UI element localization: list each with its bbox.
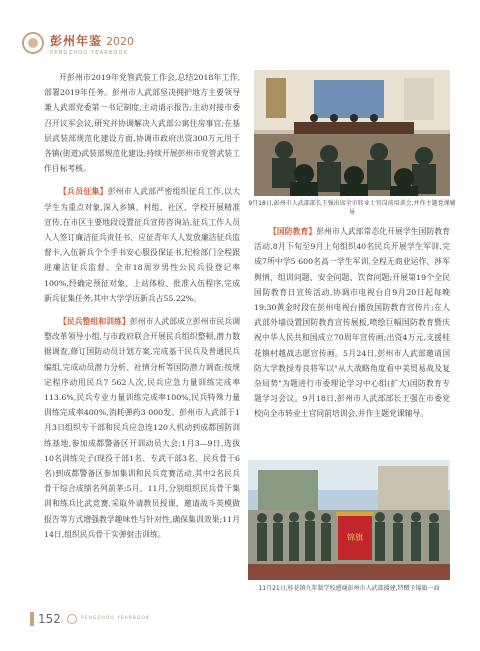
banner-text: 锦旗 (347, 533, 363, 542)
paragraph-recruitment: 【兵员征集】彭州市人武部严密组织征兵工作,以大学生为重点对象,深入乡镇、村组、社区、学校开展精准宣传,在市区主要地段设置征兵宣传咨询站,征兵工作人员人人签订廉洁征兵责任书、应征青年人人发放廉洁征兵监督卡,入伍新兵个个手书安心服役保证书,纪检部门全程跟进廉洁征兵监督。全市18周岁男性公民兵役登记率100%,经确定预征对象、上站体检、批准入伍程序,完成新兵征集任务,其中大学学历新兵占55.22%。 (44, 187, 240, 303)
paragraph-party-control: 开彭州市2019年党管武装工作会,总结2018年工作,部署2019年任务。彭州市人武部坚决拥护地方主要领导兼人武部党委第一书记制度,主动请示报告;主动对接市委召开议军会议,研究并协调解决人武部公寓住房事宜;在基层武装部规范化建设方面,协调市政府出资300万元用于各镇(街道)武装部规范化建设;持续开展彭州市党管武装工作目标考核。 (44, 73, 240, 174)
banner-photo (248, 460, 450, 580)
footer-book-name: PENGZHOU YEARBOOK (80, 616, 150, 621)
yearbook-logo (22, 32, 44, 54)
meeting-photo-caption: 9月18日,彭州市人武部部长王强出席全市转业士官岗前培训会,并作主题党课辅导 (248, 200, 456, 216)
page-footer (30, 612, 150, 626)
right-column (254, 224, 450, 422)
paragraph-defense-education: 【国防教育】彭州市人武部常态化开展学生国防教育活动,8月下旬至9月上旬组织40名民兵开展学生军训,完成7所中学5 600名高一学生军训,全程无商业运作、涉军舆情、组训问题、安全问题、饮食问题;开展第19个全民国防教育日宣传活动,协调市电视台自9月20日起每晚19:30黄金时段在彭州电视台播放国防教育宣传片;在人武部外墙设置国防教育宣传展板,喷绘巨幅国防教育暨庆祝中华人民共和国成立70周年宣传画;出资4万元,支援桂花镇村越战志愿宣传画。5月24日,彭州市人武部邀请国防大学教授寿良将军以"从大战略角度看中美贸易战及复杂局势"为题进行市委理论学习中心组(扩大)国防教育专题学习会议。9月18日,彭州市人武部部长王强在市委党校向全市转业士官同前培训会,并作主题党课辅导。 (254, 227, 451, 419)
section-tag-militia: 【民兵整组和训练】 (59, 317, 130, 327)
running-header (22, 28, 134, 58)
section-tag-recruitment: 【兵员征集】 (59, 187, 108, 197)
meeting-photo (254, 70, 450, 196)
paragraph-militia: 【民兵整组和训练】彭州市人武部成立彭州市民兵调整改革领导小组,与市政府联合开展民兵组织整顿,潜力数据调查,修订国防动员计划方案,完成基干民兵及普通民兵编组,完成动员潜力分析、社情分析等国防潜力调查;按规定程序动用民兵7 562人次,民兵应急力量训练完成率113.6%,民兵专业力量训练完成率100%,民兵特殊力量训练完成率400%,消耗弹药3 000发。彭州市人武部于1月3日组织专干部和民兵应急连120人机动到成都国防训练基地,参加成都警备区开训动员大会;1月3—9日,选拔10名训练尖子(现役干部1名、专武干部3名、民兵骨干6名)到成都警备区参加集训和民兵竞赛活动,其中2名民兵骨干综合成绩名列前茅;5月、11月,分别组织民兵骨干集训和练兵比武竞赛,采取外请教员授课、邀请战斗英模做报告等方式增强教学趣味性与针对性,确保集训效果;11月14日,组织民兵骨干实弹射击训练。 (44, 317, 241, 539)
footer-accent-bar (30, 612, 34, 626)
header-title-block (50, 30, 134, 56)
page-number: 152 (38, 612, 61, 626)
meeting-photo-image (254, 70, 450, 196)
banner-photo-image (248, 460, 450, 580)
left-column (44, 70, 240, 542)
header-subtitle: PENGZHOU YEARBOOK (50, 50, 129, 56)
section-tag-defense-education: 【国防教育】 (269, 227, 317, 236)
header-year: 2020 (106, 35, 135, 48)
header-title: 彭州年鉴 (50, 34, 103, 48)
banner-photo-caption: 11月21日,桂花镇九年制学校感谢彭州市人武部援建,特赠予锦旗一面 (258, 585, 440, 592)
footer-logo (67, 614, 77, 624)
